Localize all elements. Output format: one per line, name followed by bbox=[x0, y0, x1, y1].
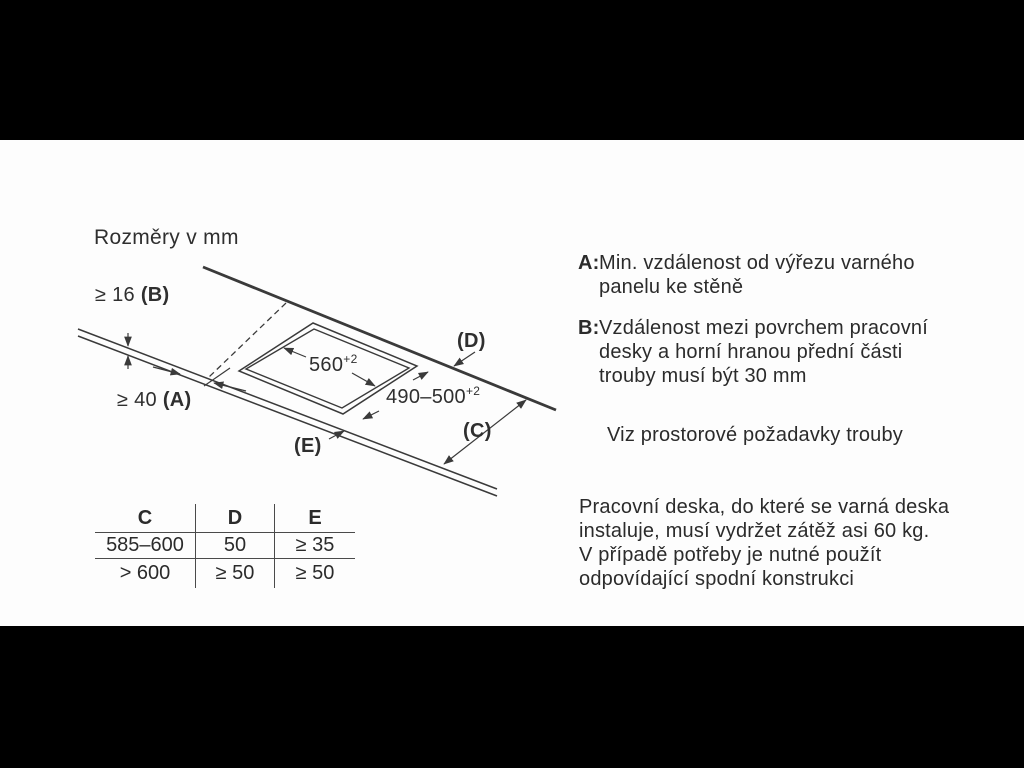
leader-d bbox=[454, 352, 475, 366]
ref-c-label: (C) bbox=[463, 420, 492, 442]
table-row bbox=[95, 533, 355, 559]
note-oven-requirements bbox=[607, 423, 903, 447]
note-b-line: Vzdálenost mezi povrchem pracovní bbox=[599, 317, 928, 339]
note-worktop-load bbox=[579, 495, 949, 591]
letterbox-top bbox=[0, 0, 1024, 140]
arrow-490-down bbox=[363, 411, 379, 419]
table-cell: ≥ 35 bbox=[275, 533, 356, 559]
note-a-line: panelu ke stěně bbox=[599, 276, 744, 298]
note-viz-line: Viz prostorové požadavky trouby bbox=[607, 424, 903, 446]
note-b-line: trouby musí být 30 mm bbox=[599, 365, 807, 387]
note-a-line: Min. vzdálenost od výřezu varného bbox=[599, 252, 915, 274]
table-header-row bbox=[95, 504, 355, 533]
table-cell: ≥ 50 bbox=[196, 559, 275, 589]
column-header: C bbox=[95, 504, 196, 533]
letterbox-bottom bbox=[0, 626, 1024, 768]
note-a bbox=[578, 251, 915, 299]
note-b bbox=[578, 316, 928, 388]
table-cell: 585–600 bbox=[95, 533, 196, 559]
note-b-line: desky a horní hranou přední části bbox=[599, 341, 903, 363]
dimension-b-label: ≥ 16 (B) bbox=[95, 284, 170, 306]
note-load-line: instaluje, musí vydržet zátěž asi 60 kg. bbox=[579, 520, 930, 542]
note-load-line: odpovídající spodní konstrukci bbox=[579, 568, 855, 590]
page-title: Rozměry v mm bbox=[94, 226, 239, 249]
column-header: D bbox=[196, 504, 275, 533]
arrow-a-right bbox=[153, 367, 180, 374]
table-cell: 50 bbox=[196, 533, 275, 559]
dimension-560-label: $560^{+2}$ bbox=[309, 352, 358, 376]
dimension-a-label: ≥ 40 (A) bbox=[117, 389, 192, 411]
arrow-560-left bbox=[284, 348, 306, 357]
note-a-label: A: bbox=[578, 252, 600, 274]
table-cell: > 600 bbox=[119, 562, 171, 584]
arrow-560-right bbox=[352, 373, 375, 386]
arrow-490-up bbox=[413, 372, 428, 380]
note-load-line: V případě potřeby je nutné použít bbox=[579, 544, 882, 566]
column-header: E bbox=[275, 504, 356, 533]
dimension-table bbox=[95, 504, 355, 588]
table-cell: ≥ 50 bbox=[275, 559, 356, 589]
dimension-490-label: $490-500^{+2}$ bbox=[386, 384, 481, 408]
ref-e-label: (E) bbox=[294, 435, 322, 457]
table-row bbox=[95, 559, 355, 589]
ref-d-label: (D) bbox=[457, 330, 486, 352]
manual-page bbox=[0, 140, 1024, 626]
note-load-line: Pracovní deska, do které se varná deska bbox=[579, 496, 950, 518]
worktop-back-edge bbox=[203, 267, 556, 410]
note-b-label: B: bbox=[578, 317, 600, 339]
